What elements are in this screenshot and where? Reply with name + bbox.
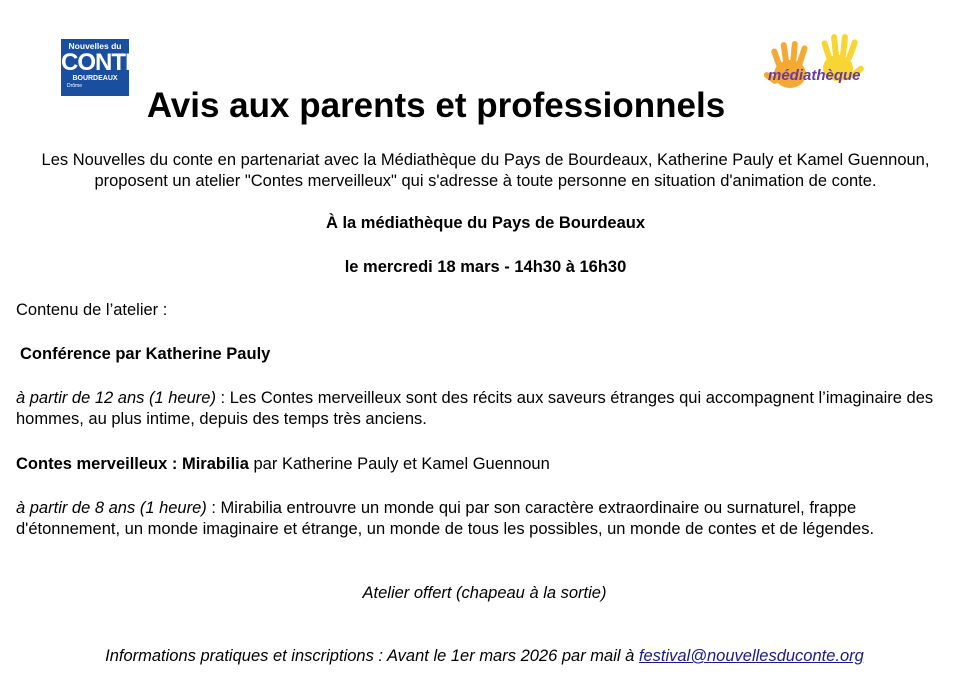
footer-info [0,646,969,666]
section2-heading-bold: Contes merveilleux : Mirabilia [16,455,249,473]
section1-heading: Conférence par Katherine Pauly [20,345,271,363]
section2-text: : Mirabilia entrouvre un monde qui par son caractère extraordinaire ou surnaturel, frappe d'étonnement, un monde imaginaire et étrange, un monde de tous les possibles, un monde de contes et de légendes. [16,499,875,538]
venue-line: À la médiathèque du Pays de Bourdeaux [325,214,646,232]
section2-heading-rest: par Katherine Pauly et Kamel Guennoun [248,455,550,473]
section2-heading [16,454,956,475]
section1-text: : Les Contes merveilleux sont des récits aux saveurs étranges qui accompagnent l’imaginaire des hommes, au plus intime, depuis des temps très anciens. [16,389,934,428]
logo-line-3: BOURDEAUX [72,75,118,82]
section2-age: à partir de 8 ans (1 heure) [16,499,207,517]
email-link[interactable]: festival@nouvellesduconte.org [638,647,864,665]
section2-paragraph [16,498,956,540]
logo-line-2: CONTE [61,49,140,76]
logo-right-text: médiathèque [768,67,861,84]
footer-text: Informations pratiques et inscriptions : Avant le 1er mars 2026 par mail à [105,647,639,665]
contenu-label: Contenu de l’atelier : [16,301,168,319]
section1-paragraph [16,388,956,430]
date-line: le mercredi 18 mars - 14h30 à 16h30 [344,258,627,276]
section1-age: à partir de 12 ans (1 heure) [16,389,216,407]
offer-line: Atelier offert (chapeau à la sortie) [362,584,607,602]
intro-paragraph: Les Nouvelles du conte en partenariat avec la Médiathèque du Pays de Bourdeaux, Katherine Pauly et Kamel Guennoun, proposent un atelier "Contes merveilleux" qui s'adresse à toute personne en situation d'animation de conte. [41,151,930,190]
logo-line-4: Drôme [67,83,83,89]
page-title: Avis aux parents et professionnels [146,86,726,125]
logo-line-1: Nouvelles du [68,41,122,51]
